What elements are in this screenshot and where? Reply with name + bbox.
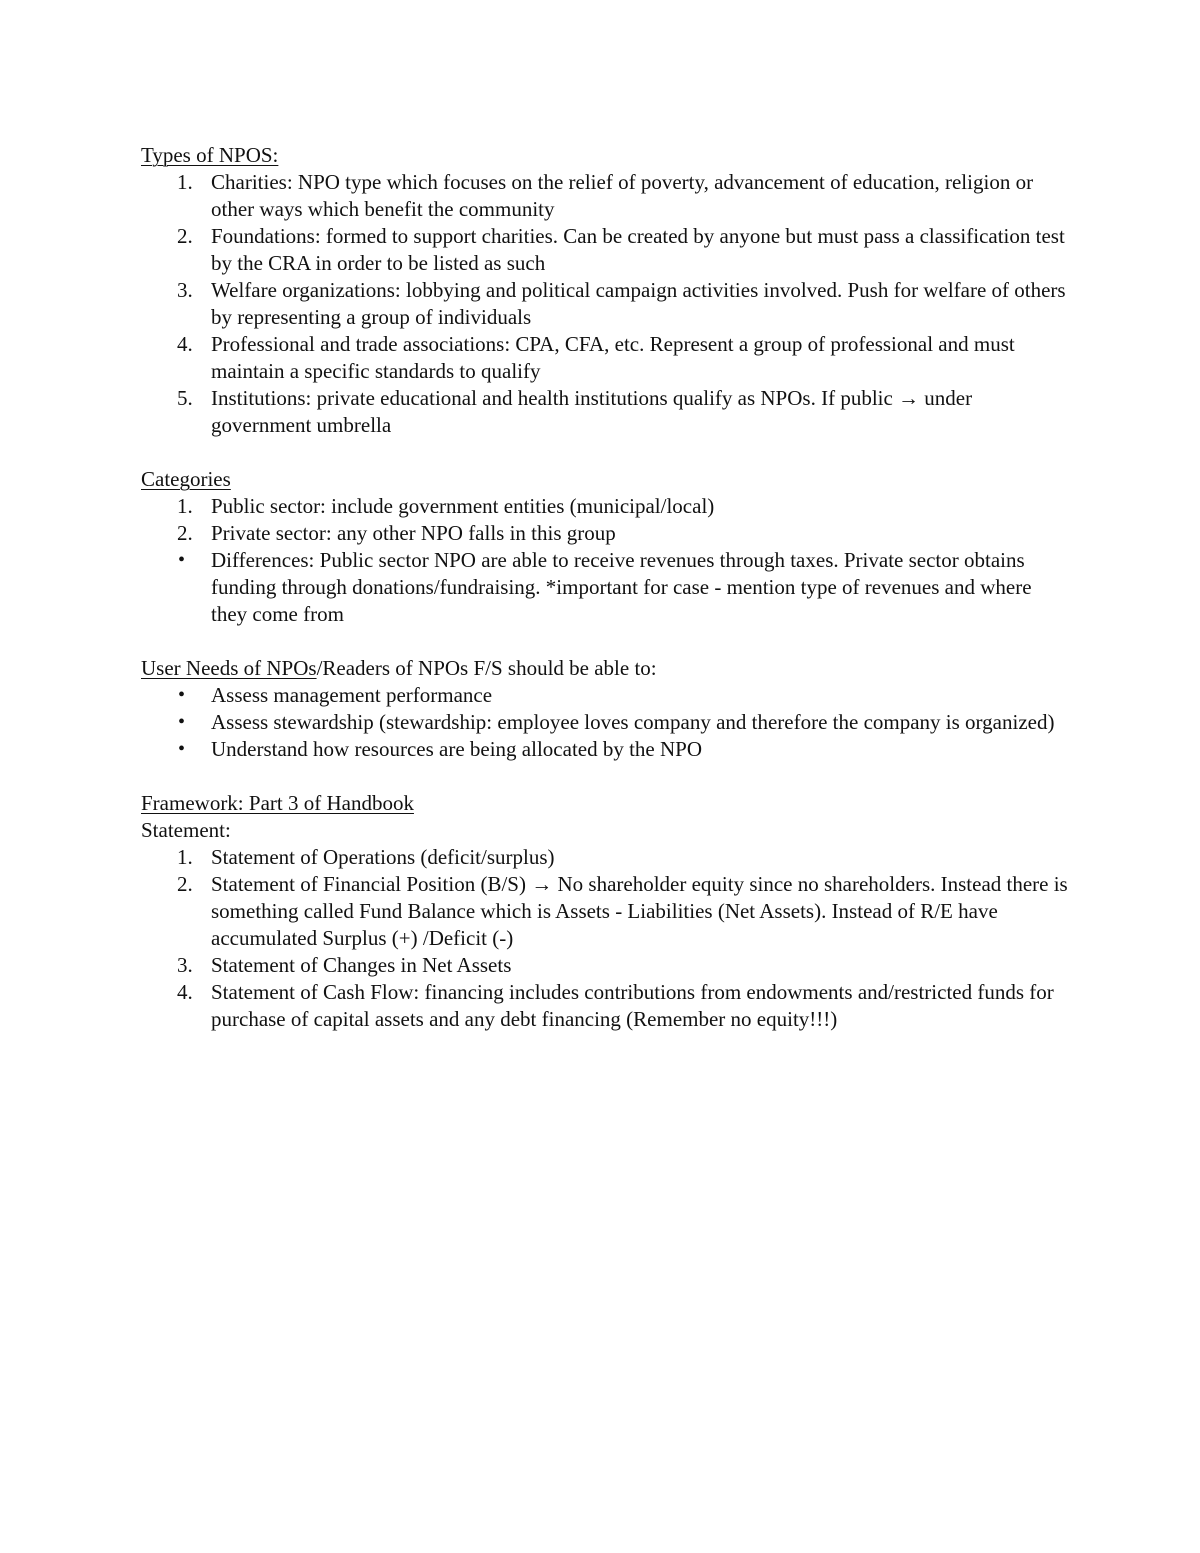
list-item [141, 979, 1071, 1033]
list-item [141, 736, 1071, 763]
list-item [141, 223, 1071, 277]
list-marker: 2. [177, 224, 193, 248]
list-item [141, 493, 1071, 520]
list-item-text: Private sector: any other NPO falls in this group [211, 521, 616, 545]
list-item-text: Welfare organizations: lobbying and political campaign activities involved. Push for welfare of others by representing a group of individuals [211, 278, 1066, 329]
list-item-text: Assess management performance [211, 683, 493, 707]
framework-list [141, 844, 1071, 1033]
spacer [141, 763, 1071, 790]
list-marker: 4. [177, 980, 193, 1004]
user-needs-list [141, 682, 1071, 763]
list-marker: 4. [177, 332, 193, 356]
categories-list [141, 493, 1071, 628]
heading-underlined-part: User Needs of NPOs [141, 656, 317, 680]
list-marker: 1. [177, 845, 193, 869]
list-marker: 1. [177, 170, 193, 194]
section-heading-categories: Categories [141, 467, 231, 491]
list-item [141, 871, 1071, 952]
spacer [141, 439, 1071, 466]
list-item [141, 520, 1071, 547]
statement-label: Statement: [141, 818, 231, 842]
heading-rest: /Readers of NPOs F/S should be able to: [316, 656, 657, 680]
list-item [141, 277, 1071, 331]
section-heading-user-needs [141, 655, 1071, 682]
list-item [141, 682, 1071, 709]
types-list [141, 169, 1071, 439]
list-marker: 2. [177, 872, 193, 896]
list-item-text: Assess stewardship (stewardship: employee loves company and therefore the company is organized) [211, 710, 1055, 734]
list-item [141, 385, 1071, 439]
list-item-text: Statement of Financial Position (B/S) → No shareholder equity since no shareholders. Instead there is something called Fund Balance which is Assets - Liabilities (Net Assets). Instead of R/E have accumulated Surplus (+) /Deficit (-) [211, 872, 1068, 950]
spacer [141, 628, 1071, 655]
list-item-text: Charities: NPO type which focuses on the relief of poverty, advancement of education, religion or other ways which benefit the community [211, 170, 1034, 221]
list-item [141, 952, 1071, 979]
list-item-text: Differences: Public sector NPO are able to receive revenues through taxes. Private sector obtains funding through donations/fundraising. *important for case - mention type of revenues and where they come from [211, 548, 1032, 626]
section-heading-framework: Framework: Part 3 of Handbook [141, 791, 414, 815]
list-item-text: Understand how resources are being allocated by the NPO [211, 737, 703, 761]
list-item [141, 844, 1071, 871]
list-marker: 1. [177, 494, 193, 518]
list-item-text: Institutions: private educational and health institutions qualify as NPOs. If public → under government umbrella [211, 386, 973, 437]
list-marker: 3. [177, 278, 193, 302]
list-item-text: Statement of Changes in Net Assets [211, 953, 512, 977]
list-item [141, 709, 1071, 736]
bullet-marker: • [178, 684, 186, 706]
list-item-text: Professional and trade associations: CPA, CFA, etc. Represent a group of professional and must maintain a specific standards to qualify [211, 332, 1015, 383]
list-marker: 3. [177, 953, 193, 977]
section-heading-types: Types of NPOS: [141, 143, 279, 167]
bullet-marker: • [178, 738, 186, 760]
list-item-text: Statement of Cash Flow: financing includes contributions from endowments and/restricted funds for purchase of capital assets and any debt financing (Remember no equity!!!) [211, 980, 1054, 1031]
list-item [141, 169, 1071, 223]
bullet-marker: • [178, 711, 186, 733]
list-marker: 5. [177, 386, 193, 410]
bullet-marker: • [178, 549, 186, 571]
list-marker: 2. [177, 521, 193, 545]
list-item-text: Statement of Operations (deficit/surplus) [211, 845, 555, 869]
list-item [141, 547, 1071, 628]
list-item-text: Public sector: include government entities (municipal/local) [211, 494, 715, 518]
list-item-text: Foundations: formed to support charities. Can be created by anyone but must pass a classification test by the CRA in order to be listed as such [211, 224, 1065, 275]
document-page [141, 142, 1071, 1033]
list-item [141, 331, 1071, 385]
